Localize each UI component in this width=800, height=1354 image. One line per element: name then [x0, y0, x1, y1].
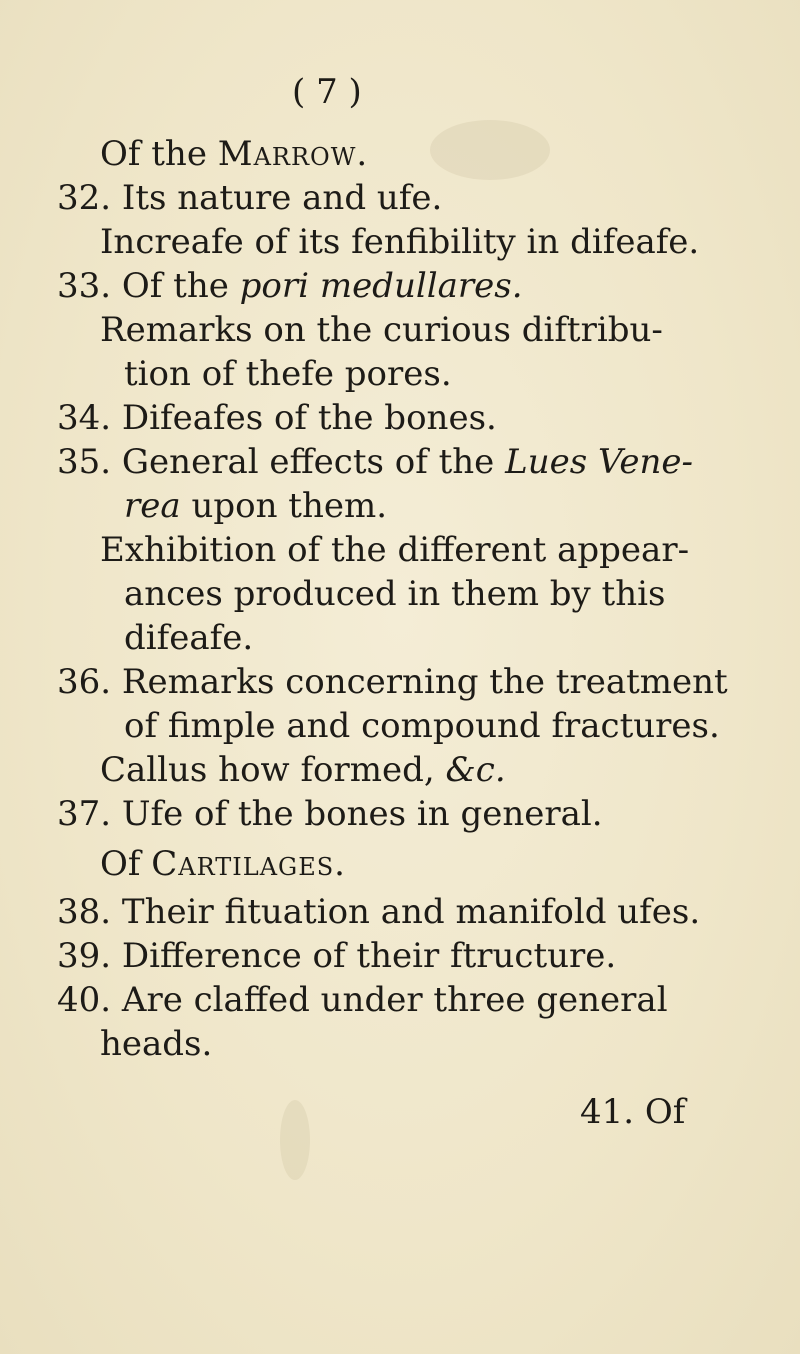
entry-text: Difference of their ftructure. [121, 936, 617, 976]
entry-italic-text: pori medullares. [239, 266, 523, 306]
entry-text: Remarks concerning the treatment [121, 662, 728, 702]
entry-36-continuation [100, 750, 506, 790]
entry-36 [57, 662, 728, 702]
entry-33-continuation: tion of thefe pores. [124, 354, 452, 394]
entry-35 [57, 442, 693, 482]
entry-35-continuation [124, 486, 387, 526]
entry-33 [57, 266, 523, 306]
entry-35-continuation: difeafe. [124, 618, 254, 658]
entry-35-continuation: ances produced in them by this [124, 574, 666, 614]
entry-36-continuation: of fimple and compound fractures. [124, 706, 720, 746]
entry-number: 40. [57, 980, 112, 1020]
section-heading-cartilages [100, 844, 346, 884]
entry-number: 33. [57, 266, 112, 306]
entry-39 [57, 936, 616, 976]
entry-text: Ufe of the bones in general. [121, 794, 603, 834]
heading-title: Marrow. [217, 134, 369, 174]
entry-italic-text: &c. [445, 750, 506, 790]
entry-number: 36. [57, 662, 112, 702]
entry-number: 38. [57, 892, 112, 932]
entry-text: Its nature and ufe. [121, 178, 443, 218]
entry-32 [57, 178, 442, 218]
entry-34 [57, 398, 497, 438]
entry-number: 34. [57, 398, 112, 438]
entry-40-continuation: heads. [100, 1024, 213, 1064]
entry-text: upon them. [191, 486, 388, 526]
entry-38 [57, 892, 700, 932]
entry-number: 35. [57, 442, 112, 482]
heading-prefix: Of [100, 844, 141, 884]
entry-text: Difeafes of the bones. [121, 398, 497, 438]
entry-italic-text: Lues Vene- [505, 442, 694, 482]
entry-text: Are claffed under three general [121, 980, 668, 1020]
entry-33-continuation: Remarks on the curious diftribu- [100, 310, 663, 350]
entry-number: 32. [57, 178, 112, 218]
entry-37 [57, 794, 603, 834]
entry-number: 39. [57, 936, 112, 976]
entry-italic-text: rea [124, 486, 181, 526]
entry-text: Callus how formed, [100, 750, 435, 790]
entry-40 [57, 980, 668, 1020]
entry-32-continuation: Increafe of its fenfibility in difeafe. [100, 222, 700, 262]
catchword: 41. Of [580, 1092, 686, 1132]
entry-number: 37. [57, 794, 112, 834]
entry-text: Of the [121, 266, 229, 306]
entry-text: Their fituation and manifold ufes. [121, 892, 701, 932]
entry-text: General effects of the [121, 442, 495, 482]
section-heading-marrow [100, 134, 368, 174]
heading-title: Cartilages. [151, 844, 346, 884]
heading-prefix: Of the [100, 134, 207, 174]
paper-stain [280, 1100, 310, 1180]
paper-stain [430, 120, 550, 180]
page-number: ( 7 ) [292, 72, 362, 112]
entry-35-continuation: Exhibition of the different appear- [100, 530, 690, 570]
